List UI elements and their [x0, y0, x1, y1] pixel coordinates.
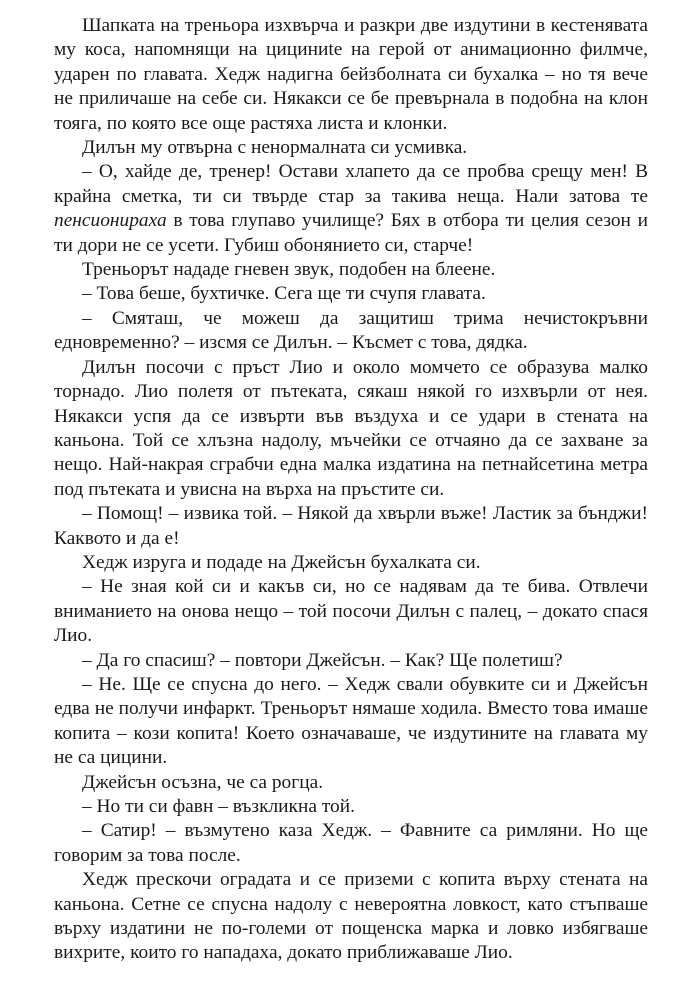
paragraph: Хедж изруга и подаде на Джейсън бухалката си. [82, 551, 481, 573]
paragraph: – Смяташ, че можеш да защитиш трима нечистокръвни едновременно? – изсмя се Дилън. – Късмет с това, дядка. [54, 307, 648, 354]
paragraph-text: – О, хайде де, тренер! Остави хлапето да се пробва срещу мен! В крайна сметка, ти си твърде стар за такива неща. Нали затова те [54, 161, 648, 207]
paragraph: Хедж прескочи оградата и се приземи с копита върху стената на каньона. Сетне се спусна надолу с невероятна ловкост, като стъпваше върху издатини не по-големи от пощенска марка и ловко избягваше вихрите, които го нападаха, докато приближаваше Лио. [54, 869, 648, 964]
paragraph: – Не. Ще се спусна до него. – Хедж свали обувките си и Джейсън едва не получи инфаркт. Треньорът нямаше ходила. Вместо това имаше копита – кози копита! Което означаваше, че издутините на главата му не са цицини. [54, 673, 648, 769]
paragraph: – Да го спасиш? – повтори Джейсън. – Как? Ще полетиш? [82, 649, 563, 671]
paragraph: – Това беше, бухтичке. Сега ще ти счупя главата. [82, 283, 486, 305]
paragraph-text: в това глупаво училище? Бях в отбора ти целия сезон и ти дори не се усети. Губиш обонянието си, старче! [54, 210, 648, 256]
paragraph: – Сатир! – възмутено каза Хедж. – Фавните са римляни. Но ще говорим за това после. [54, 820, 648, 866]
paragraph: Дилън му отвърна с ненормалната си усмивка. [82, 137, 468, 159]
paragraph: Джейсън осъзна, че са рогца. [82, 771, 324, 793]
paragraph: – Но ти си фавн – възкликна той. [82, 796, 355, 817]
document-page [54, 14, 648, 966]
italic-word: пенсионираха [54, 210, 167, 232]
paragraph: Дилън посочи с пръст Лио и около момчето се образува малко торнадо. Лио полетя от пътеката, сякаш някой го изхвърли от нея. Някакси успя да се извърти във въздуха и се удари в стената на каньона. Той се хлъзна надолу, мъчейки се отчаяно да се захване за нещо. Най-накрая сграбчи една малка издатина на петнайсетина метра под пътеката и увисна на върха на пръстите си. [54, 356, 648, 500]
paragraph [54, 160, 648, 258]
paragraph: Треньорът нададе гневен звук, подобен на блеене. [82, 259, 496, 281]
paragraph: – Не зная кой си и какъв си, но се надявам да те бива. Отвлечи вниманието на онова нещо – той посочи Дилън с палец, – докато спася Лио. [54, 576, 648, 647]
paragraph: Шапката на треньора изхвърча и разкри две издутини в кестенявата му коса, напомнящи на цициниte на герой от анимационно филмче, ударен по главата. Хедж надигна бейзболната си бухалка – но тя вече не приличаше на себе си. Някакси се бе превърнала в подобна на клон тояга, по която все още растяха листа и клонки. [54, 15, 648, 134]
paragraph: – Помощ! – извика той. – Някой да хвърли въже! Ластик за бънджи! Каквото и да е! [54, 503, 648, 549]
